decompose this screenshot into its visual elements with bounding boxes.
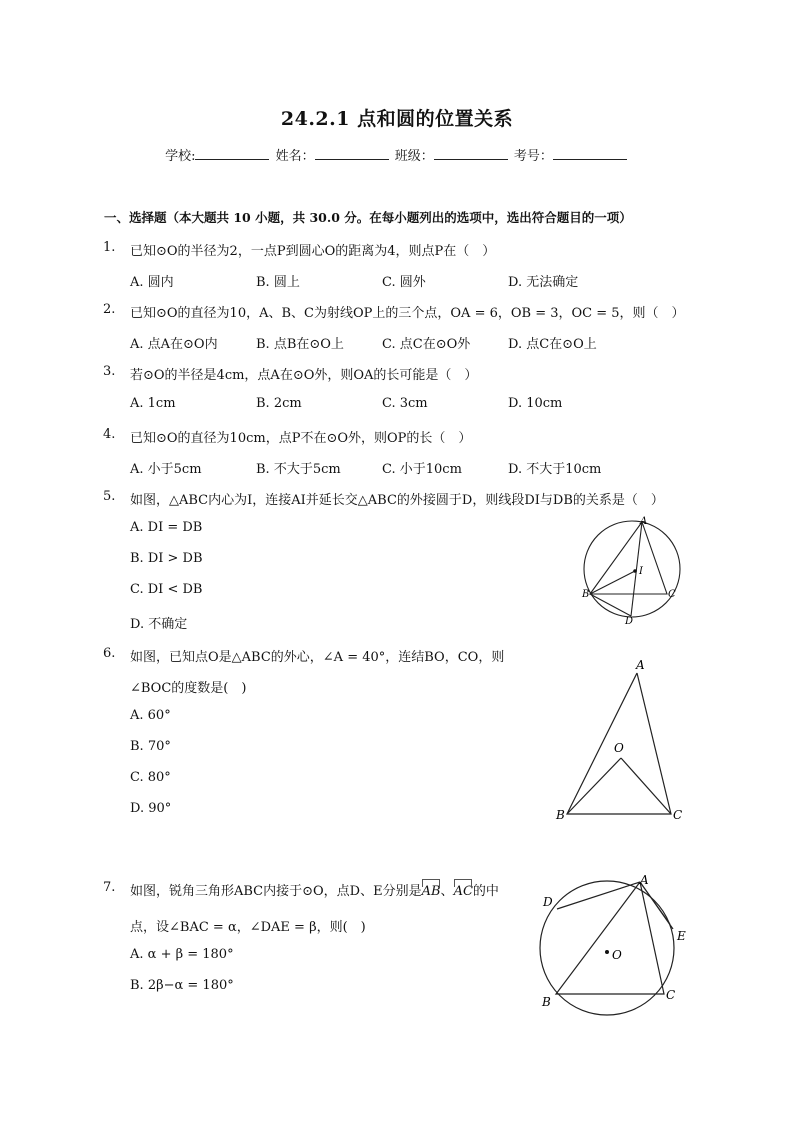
question-5-text: 如图，△ABC内心为I，连接AI并延长交△ABC的外接圆于D，则线段DI与DB的关系是（ ） xyxy=(130,493,664,508)
fig7-point-o xyxy=(605,950,609,954)
fig7-label-d: D xyxy=(543,895,553,909)
question-6-number: 6. xyxy=(103,646,116,661)
question-5-option-c[interactable]: C. DI < DB xyxy=(130,582,203,597)
section-heading: 一、选择题（本大题共 10 小题，共 30.0 分。在每小题列出的选项中，选出符合题目的一项） xyxy=(104,210,632,225)
question-3-option-c[interactable]: C. 3cm xyxy=(382,396,428,411)
fig5-label-c: C xyxy=(668,589,676,600)
question-2-option-d[interactable]: D. 点C在⊙O上 xyxy=(508,337,597,352)
fig5-line-bi xyxy=(590,571,635,594)
question-4-option-d[interactable]: D. 不大于10cm xyxy=(508,462,602,477)
question-2-option-a[interactable]: A. 点A在⊙O内 xyxy=(130,337,218,352)
name-label: 姓名： xyxy=(275,149,315,164)
fig5-point-i xyxy=(633,569,637,573)
exam-no-field[interactable] xyxy=(553,147,627,160)
arc-symbol-ac xyxy=(454,879,472,887)
question-7-number: 7. xyxy=(103,880,116,895)
fig6-label-b: B xyxy=(556,808,565,822)
question-7-text-line2: 点，设∠BAC = α，∠DAE = β，则( ) xyxy=(130,920,366,935)
exam-no-label: 考号： xyxy=(513,149,553,164)
fig5-label-d: D xyxy=(625,616,634,627)
question-5-option-b[interactable]: B. DI > DB xyxy=(130,551,203,566)
fig7-label-o: O xyxy=(612,948,622,962)
page-title: 24.2.1 点和圆的位置关系 xyxy=(280,108,514,130)
fig6-label-o: O xyxy=(614,741,624,755)
question-6-option-c[interactable]: C. 80° xyxy=(130,770,171,785)
figure-7-circle xyxy=(536,868,701,1016)
question-7-text-post: 的中 xyxy=(472,884,499,899)
fig7-label-c: C xyxy=(666,988,676,1002)
question-7-text-pre: 如图，锐角三角形ABC内接于⊙O，点D、E分别是 xyxy=(130,884,422,899)
question-3-option-a[interactable]: A. 1cm xyxy=(130,396,176,411)
name-field[interactable] xyxy=(315,147,389,160)
fig7-line-ad xyxy=(557,882,640,909)
question-1-option-c[interactable]: C. 圆外 xyxy=(382,275,426,290)
question-4-option-a[interactable]: A. 小于5cm xyxy=(130,462,202,477)
question-5-option-d[interactable]: D. 不确定 xyxy=(130,617,188,632)
question-3-option-d[interactable]: D. 10cm xyxy=(508,396,563,411)
fig7-label-a: A xyxy=(640,873,649,887)
school-field[interactable] xyxy=(195,147,269,160)
fig5-label-i: I xyxy=(639,566,643,577)
question-4-option-c[interactable]: C. 小于10cm xyxy=(382,462,462,477)
fig6-line-bo xyxy=(567,758,621,814)
question-6-text-line2: ∠BOC的度数是( ) xyxy=(130,681,247,696)
arc-ac: AC xyxy=(454,884,473,899)
question-2-option-b[interactable]: B. 点B在⊙O上 xyxy=(256,337,344,352)
arc-symbol-ab xyxy=(422,879,440,887)
question-1-text: 已知⊙O的半径为2，一点P到圆心O的距离为4，则点P在（ ） xyxy=(130,244,496,259)
question-7-option-a[interactable]: A. α + β = 180° xyxy=(130,947,234,962)
question-3-number: 3. xyxy=(103,364,116,379)
fig6-label-c: C xyxy=(673,808,683,822)
fig5-triangle-abc xyxy=(590,522,667,594)
question-2-number: 2. xyxy=(103,302,116,317)
class-field[interactable] xyxy=(434,147,508,160)
question-1-option-b[interactable]: B. 圆上 xyxy=(256,275,300,290)
school-label: 学校: xyxy=(165,149,196,164)
question-4-text: 已知⊙O的直径为10cm，点P不在⊙O外，则OP的长（ ） xyxy=(130,431,472,446)
fig5-line-bd xyxy=(590,594,631,616)
student-info-row xyxy=(0,145,794,164)
question-7-option-b[interactable]: B. 2β−α = 180° xyxy=(130,978,234,993)
question-6-option-b[interactable]: B. 70° xyxy=(130,739,171,754)
question-3-text: 若⊙O的半径是4cm，点A在⊙O外，则OA的长可能是（ ） xyxy=(130,368,478,383)
arc-ab: AB xyxy=(422,884,441,899)
arc-separator: 、 xyxy=(440,884,454,899)
question-1-option-a[interactable]: A. 圆内 xyxy=(130,275,174,290)
fig7-label-b: B xyxy=(542,995,551,1009)
question-6-option-a[interactable]: A. 60° xyxy=(130,708,171,723)
question-5-number: 5. xyxy=(103,489,116,504)
fig7-label-e: E xyxy=(677,929,686,943)
fig6-label-a: A xyxy=(636,658,645,672)
question-1-option-d[interactable]: D. 无法确定 xyxy=(508,275,579,290)
question-2-option-c[interactable]: C. 点C在⊙O外 xyxy=(382,337,471,352)
question-1-number: 1. xyxy=(103,240,116,255)
question-2-text: 已知⊙O的直径为10，A、B、C为射线OP上的三个点，OA = 6，OB = 3，OC = 5，则（ ） xyxy=(130,306,685,321)
question-3-option-b[interactable]: B. 2cm xyxy=(256,396,302,411)
class-label: 班级： xyxy=(394,149,434,164)
figure-5-circle-triangle xyxy=(580,512,690,627)
fig6-line-co xyxy=(621,758,671,814)
fig5-label-b: B xyxy=(582,589,590,600)
fig7-triangle-abc xyxy=(556,882,664,994)
figure-6-triangle xyxy=(553,655,693,825)
fig5-label-a: A xyxy=(640,516,648,527)
question-4-number: 4. xyxy=(103,427,116,442)
question-6-text-line1: 如图，已知点O是△ABC的外心，∠A = 40°，连结BO，CO，则 xyxy=(130,650,505,665)
question-5-option-a[interactable]: A. DI = DB xyxy=(130,520,203,535)
question-4-option-b[interactable]: B. 不大于5cm xyxy=(256,462,341,477)
question-7-text-line1 xyxy=(130,880,499,899)
question-6-option-d[interactable]: D. 90° xyxy=(130,801,172,816)
